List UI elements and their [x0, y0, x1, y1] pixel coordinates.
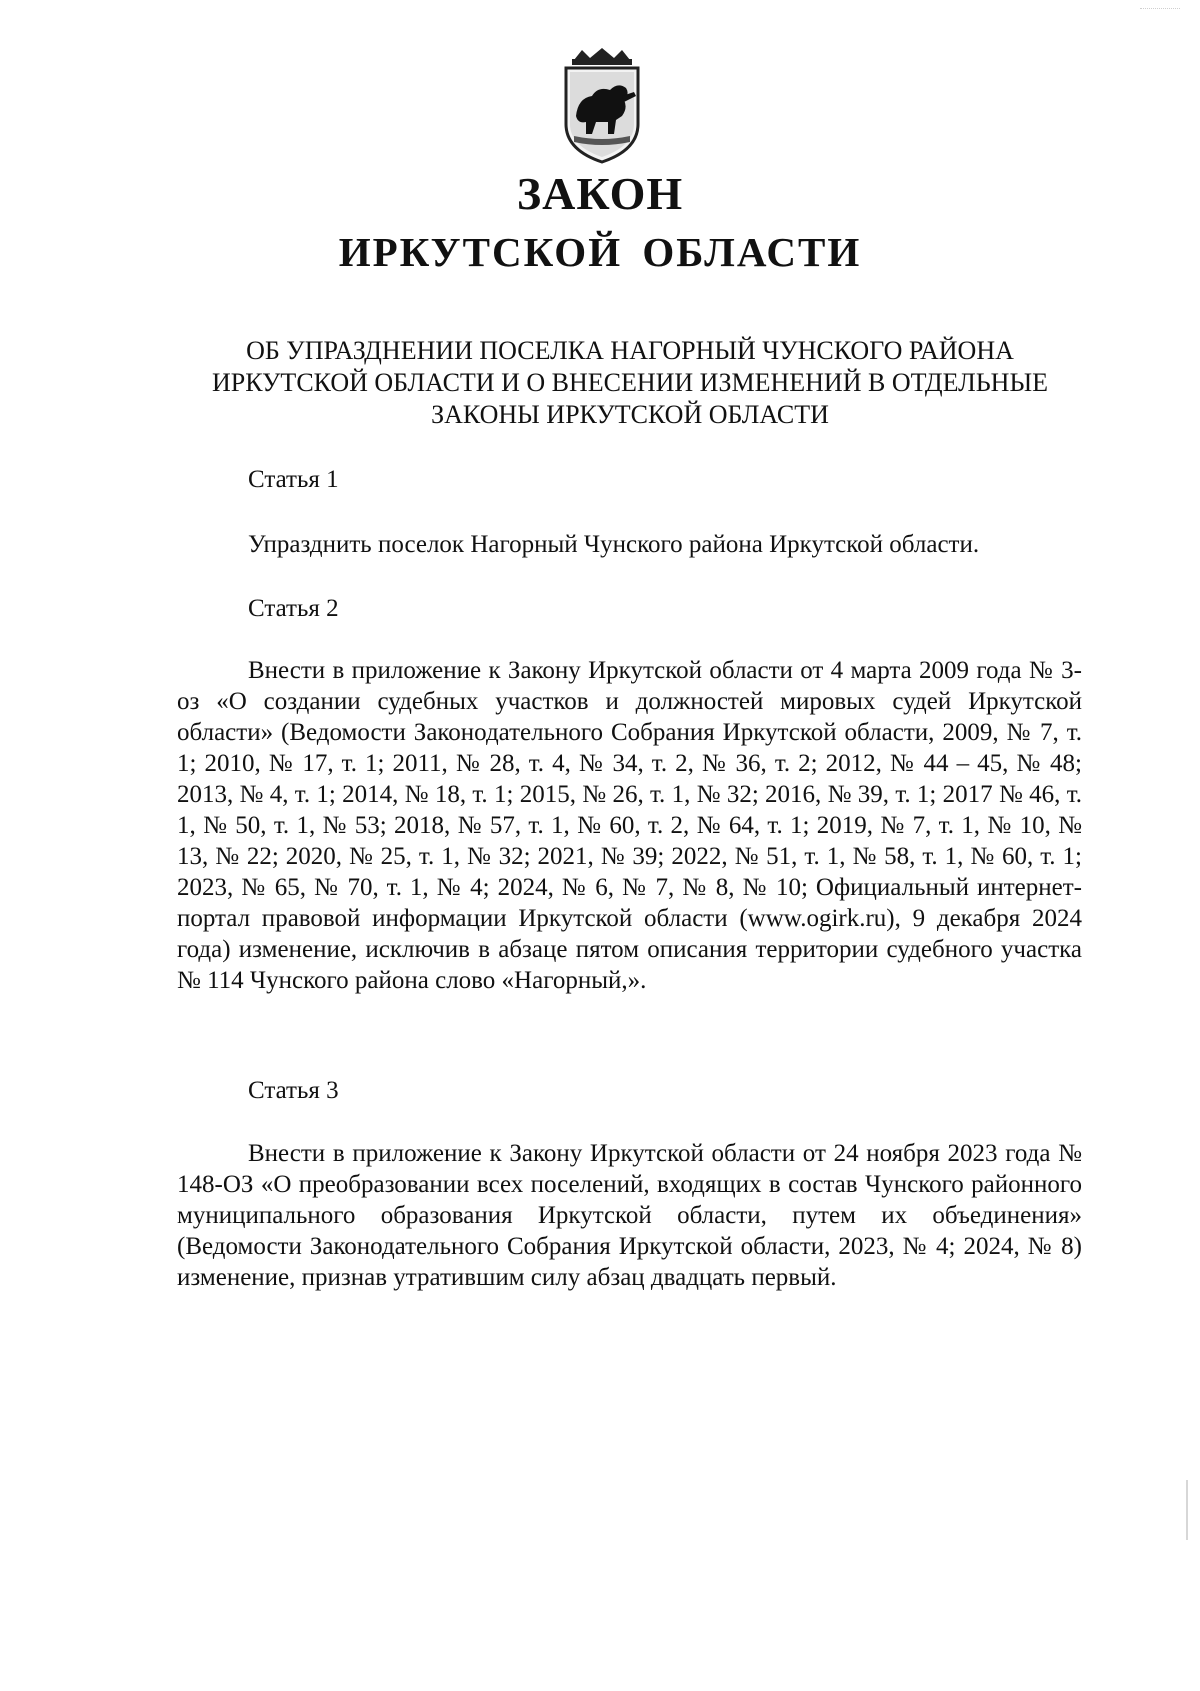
article-2-text: Внести в приложение к Закону Иркутской области от 4 марта 2009 года № 3-оз «О создании судебных участков и должностей мировых судей Иркутской области» (Ведомости Законодательного Собрания Иркутской области, 2009, № 7, т. 1; 2010, № 17, т. 1; 2011, № 28, т. 4, № 34, т. 2, № 36, т. 2; 2012, № 44 – 45, № 48; 2013, № 4, т. 1; 2014, № 18, т. 1; 2015, № 26, т. 1, № 32; 2016, № 39, т. 1; 2017 № 46, т. 1, № 50, т. 1, № 53; 2018, № 57, т. 1, № 60, т. 2, № 64, т. 1; 2019, № 7, т. 1, № 10, № 13, № 22; 2020, № 25, т. 1, № 32; 2021, № 39; 2022, № 51, т. 1, № 58, т. 1, № 60, т. 1; 2023, № 65, № 70, т. 1, № 4; 2024, № 6, № 7, № 8, № 10; Официальный интернет-портал правовой информации Иркутской области (www.ogirk.ru), 9 декабря 2024 года) изменение, исключив в абзаце пятом описания территории судебного участка № 114 Чунского района слово «Нагорный,». — [177, 657, 1082, 994]
law-subject-heading — [170, 335, 1090, 431]
document-issuer: ИРКУТСКОЙ ОБЛАСТИ — [338, 229, 862, 275]
article-1-text: Упразднить поселок Нагорный Чунского района Иркутской области. — [248, 531, 980, 558]
article-2-heading: Статья 2 — [248, 595, 339, 622]
subtitle-line: ЗАКОНЫ ИРКУТСКОЙ ОБЛАСТИ — [431, 400, 829, 429]
subtitle-line: ИРКУТСКОЙ ОБЛАСТИ И О ВНЕСЕНИИ ИЗМЕНЕНИЙ В ОТДЕЛЬНЫЕ — [211, 368, 1049, 397]
scan-artifact — [1186, 1480, 1188, 1540]
article-3-text: Внести в приложение к Закону Иркутской области от 24 ноября 2023 года № 148-ОЗ «О преобразовании всех поселений, входящих в состав Чунского районного муниципального образования Иркутской области, путем их объединения» (Ведомости Законодательного Собрания Иркутской области, 2023, № 4; 2024, № 8) изменение, признав утратившим силу абзац двадцать первый. — [177, 1140, 1082, 1291]
scan-artifact — [1140, 8, 1180, 13]
coat-of-arms-icon — [552, 46, 652, 164]
subtitle-line: ОБ УПРАЗДНЕНИИ ПОСЕЛКА НАГОРНЫЙ ЧУНСКОГО РАЙОНА — [246, 336, 1014, 365]
document-title: ЗАКОН — [516, 168, 684, 219]
article-1-heading: Статья 1 — [248, 466, 339, 493]
article-3-heading: Статья 3 — [248, 1077, 339, 1104]
